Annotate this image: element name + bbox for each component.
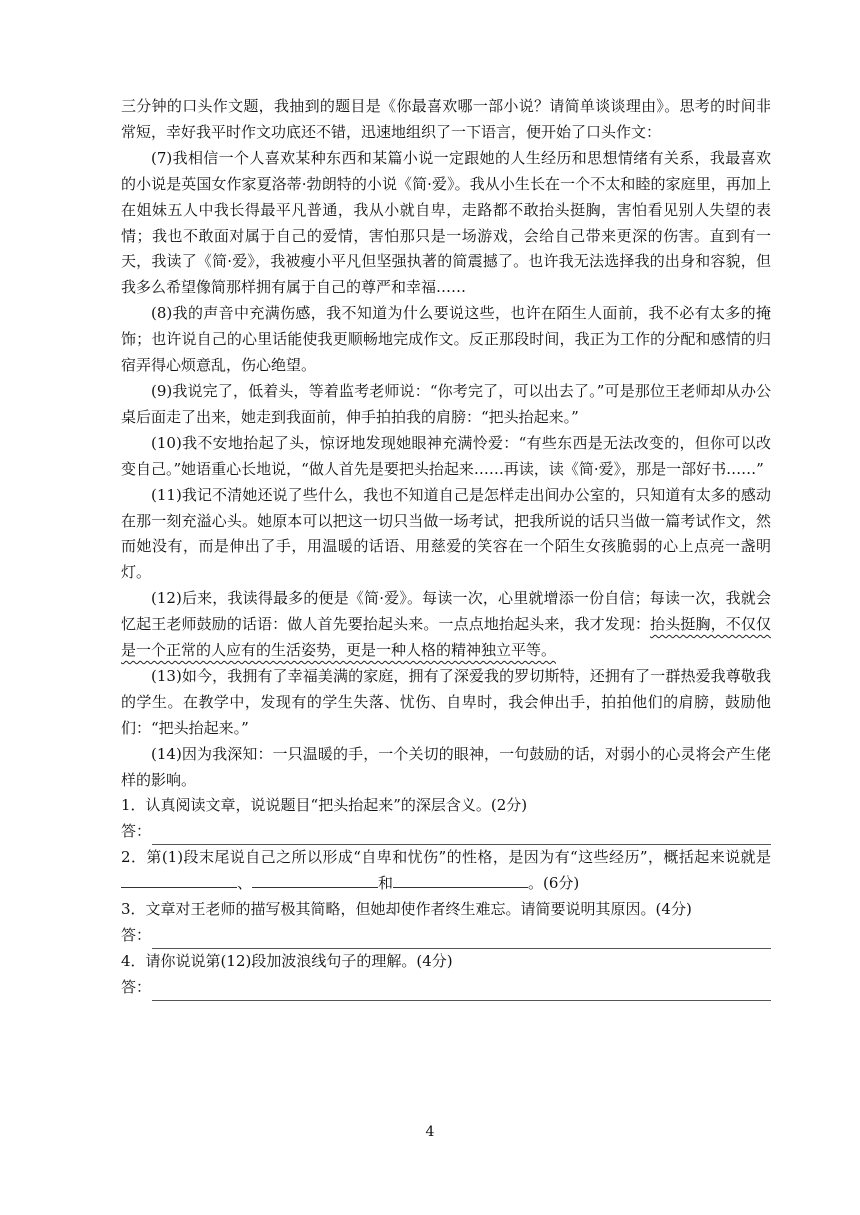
answer-label: 答： bbox=[121, 977, 152, 996]
question-1: 1．认真阅读文章，说说题目“把头抬起来”的深层含义。(2分) bbox=[121, 796, 528, 815]
question-4: 4．请你说说第(12)段加波浪线句子的理解。(4分) bbox=[121, 951, 453, 970]
fill-blank-2[interactable] bbox=[252, 873, 378, 888]
page-number: 4 bbox=[425, 1124, 435, 1140]
paragraph-8: (8)我的声音中充满伤感，我不知道为什么要说这些，也许在陌生人面前，我不必有太多的掩饰；也许说自己的心里话能使我更顺畅地完成作文。反正那段时间，我正为工作的分配和感情的归宿弄得心烦意乱，伤心绝望。 bbox=[121, 304, 771, 375]
paragraph-10: (10)我不安地抬起了头，惊讶地发现她眼神充满怜爱：“有些东西是无法改变的，但你可以改变自己。”她语重心长地说，“做人首先是要把头抬起来……再读，读《简·爱》，那是一部好书……” bbox=[121, 433, 771, 478]
answer-rule bbox=[152, 932, 771, 949]
reading-passage bbox=[121, 94, 771, 1001]
paragraph-12 bbox=[121, 586, 771, 664]
paragraph-13: (13)如今，我拥有了幸福美满的家庭，拥有了深爱我的罗切斯特，还拥有了一群热爱我尊敬我的学生。在教学中，发现有的学生失落、忧伤、自卑时，我会伸出手，拍拍他们的肩膀，鼓励他们：“把头抬起来。” bbox=[121, 666, 771, 737]
answer-line-1[interactable] bbox=[121, 819, 771, 845]
question-2 bbox=[121, 845, 771, 897]
question-3: 3．文章对王老师的描写极其简略，但她却使作者终生难忘。请简要说明其原因。(4分) bbox=[121, 900, 692, 919]
fill-blank-3[interactable] bbox=[393, 873, 528, 888]
question-2-score: 。(6分) bbox=[528, 874, 580, 893]
paragraph-14: (14)因为我深知：一只温暖的手，一个关切的眼神，一句鼓励的话，对弱小的心灵将会产生佬样的影响。 bbox=[121, 744, 771, 789]
answer-label: 答： bbox=[121, 822, 152, 841]
paragraph-7: (7)我相信一个人喜欢某种东西和某篇小说一定跟她的人生经历和思想情绪有关系，我最喜欢的小说是英国女作家夏洛蒂·勃朗特的小说《简·爱》。我从小生长在一个不太和睦的家庭里，再加上在姐妹五人中我长得最平凡普通，我从小就自卑，走路都不敢抬头挺胸，害怕看见别人失望的表情；我也不敢面对属于自己的爱情，害怕那只是一场游戏，会给自己带来更深的伤害。直到有一天，我读了《简·爱》，我被瘦小平凡但坚强执著的简震撼了。也许我无法选择我的出身和容貌，但我多么希望像简那样拥有属于自己的尊严和幸福…… bbox=[121, 148, 771, 297]
answer-rule bbox=[152, 828, 771, 845]
blank-separator: 、 bbox=[237, 874, 253, 893]
paragraph-12-text: (12)后来，我读得最多的便是《简·爱》。每读一次，心里就增添一份自信；每读一次，我就会忆起王老师鼓励的话语：做人首先要抬起头来。一点点地抬起头来，我才发现： bbox=[121, 589, 771, 634]
paragraph-11: (11)我记不清她还说了些什么，我也不知道自己是怎样走出间办公室的，只知道有太多的感动在那一刻充溢心头。她原本可以把这一切只当做一场考试，把我所说的话只当做一篇考试作文，然而她没有，而是伸出了手，用温暖的话语、用慈爱的笑容在一个陌生女孩脆弱的心上点亮一盏明灯。 bbox=[121, 485, 771, 582]
answer-line-3[interactable] bbox=[121, 923, 771, 949]
answer-rule bbox=[152, 984, 771, 1001]
blank-separator-and: 和 bbox=[378, 874, 394, 893]
question-2-text: 2．第(1)段末尾说自己之所以形成“自卑和忧伤”的性格，是因为有“这些经历”，概括起来说就是 bbox=[121, 848, 771, 867]
fill-blank-1[interactable] bbox=[121, 873, 237, 888]
answer-line-4[interactable] bbox=[121, 975, 771, 1001]
intro-paragraph: 三分钟的口头作文题，我抽到的题目是《你最喜欢哪一部小说？请简单谈谈理由》。思考的时间非常短，幸好我平时作文功底还不错，迅速地组织了一下语言，便开始了口头作文： bbox=[121, 97, 771, 141]
wavy-underlined-sentence: 抬头挺胸，不仅仅是一个正常的人应有的生活姿势，更是一种人格的精神独立平等。 bbox=[121, 615, 771, 660]
paragraph-9: (9)我说完了，低着头，等着监考老师说：“你考完了，可以出去了。”可是那位王老师却从办公桌后面走了出来，她走到我面前，伸手拍拍我的肩膀：“把头抬起来。” bbox=[121, 381, 771, 426]
answer-label: 答： bbox=[121, 925, 152, 944]
